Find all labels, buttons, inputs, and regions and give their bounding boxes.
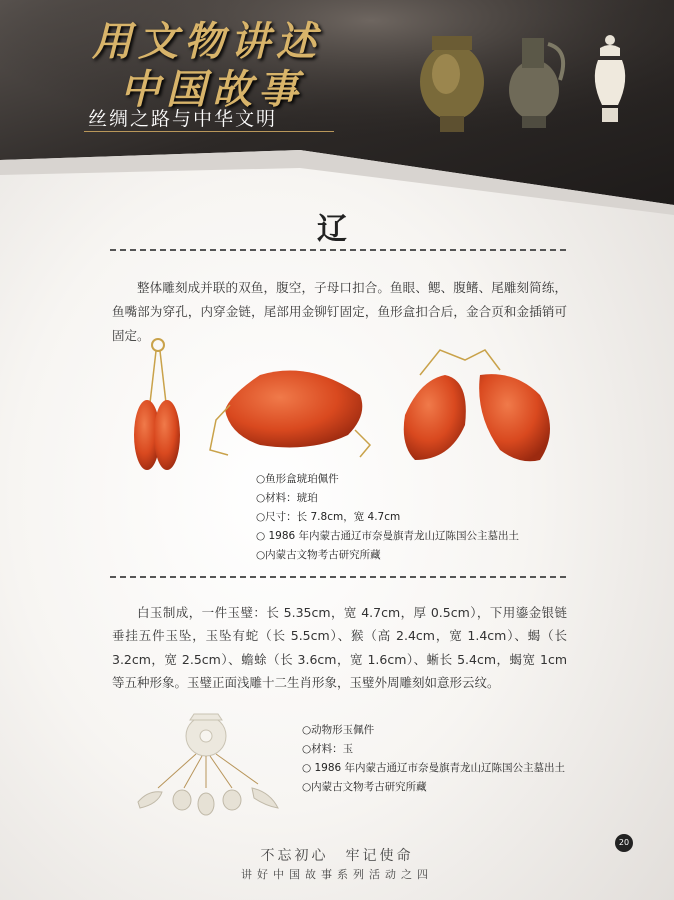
caption-line: ○材料：琥珀 <box>256 492 318 504</box>
footer-slogan: 不忘初心 牢记使命 <box>260 848 414 864</box>
caption-line: ○尺寸：长 7.8cm，宽 4.7cm <box>256 511 401 523</box>
dotted-divider <box>110 249 566 251</box>
caption-line: ○内蒙古文物考古研究所藏 <box>302 781 427 793</box>
header-subtitle: 丝绸之路与中华文明 <box>88 108 278 130</box>
item2-description: 白玉制成，一件玉璧：长 5.35cm，宽 4.7cm，厚 0.5cm），下用鎏金银链垂挂五件玉坠，玉坠有蛇（长 5.5cm）、猴（高 2.4cm，宽 1.4cm）、蝎（长 3.2cm，宽 2.5cm）、蟾蜍（长 3.6cm，宽 1.6cm）、蜥长 5.4cm，蝎宽 1cm 等五种形象。玉璧正面浅雕十二生肖形象，玉璧外周雕刻如意形云纹。 <box>112 604 567 690</box>
caption-line: ○动物形玉佩件 <box>302 724 375 736</box>
amber-side-view <box>210 371 370 458</box>
caption-line: ○鱼形盒琥珀佩件 <box>256 473 339 485</box>
item1-description: 整体雕刻成并联的双鱼，腹空，子母口扣合。鱼眼、鳃、腹鳍、尾雕刻简练，鱼嘴部为穿孔，内穿金链，尾部用金铆钉固定，鱼形盒扣合后，金合页和金插销可固定。 <box>112 279 567 343</box>
caption-line: ○ 1986 年内蒙古通辽市奈曼旗青龙山辽陈国公主墓出土 <box>302 762 566 774</box>
jade-animal-pendant-image <box>118 708 293 818</box>
caption-line: ○材料：玉 <box>302 743 354 755</box>
item1-caption <box>256 470 556 565</box>
amber-open-view <box>404 350 550 461</box>
item2-caption <box>302 721 572 797</box>
section-title: 辽 <box>317 212 347 247</box>
caption-line: ○ 1986 年内蒙古通辽市奈曼旗青龙山辽陈国公主墓出土 <box>256 530 520 542</box>
footer-series-title: 讲好中国故事系列活动之四 <box>241 868 433 881</box>
amber-fish-pendant-images <box>120 335 580 475</box>
header-title-line2: 中国故事 <box>120 66 304 113</box>
subtitle-underline <box>84 131 334 132</box>
caption-line: ○内蒙古文物考古研究所藏 <box>256 549 381 561</box>
amber-closed-view <box>134 339 180 470</box>
dotted-divider <box>110 576 566 578</box>
header-banner <box>0 0 674 215</box>
page-number: 20 <box>615 834 633 852</box>
header-title-line1: 用文物讲述 <box>92 18 322 65</box>
